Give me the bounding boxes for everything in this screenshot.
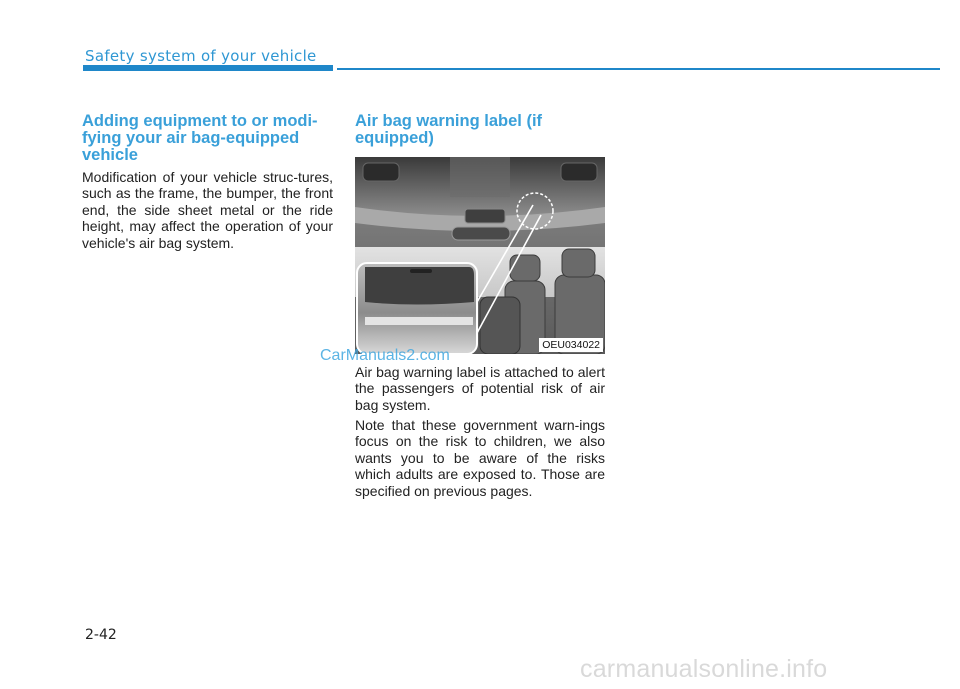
- paragraph-warning-label: Air bag warning label is attached to alert the passengers of potential risk of air bag system.: [355, 364, 605, 413]
- page-number: 2-42: [85, 627, 117, 643]
- header-rule-thin: [337, 68, 940, 70]
- header-rule-thick: [83, 65, 333, 71]
- footer-site-watermark: carmanualsonline.info: [580, 655, 828, 683]
- heading-adding-equipment: Adding equipment to or modi-fying your air bag-equipped vehicle: [82, 112, 318, 164]
- watermark-text: CarManuals2.com: [320, 347, 450, 364]
- figure-code: OEU034022: [539, 338, 603, 352]
- figure-vehicle-interior: [355, 157, 605, 354]
- paragraph-government-warnings: Note that these government warn-ings focus on the risk to children, we also wants you to be aware of the risks which adults are exposed to. Those are specified on previous pages.: [355, 417, 605, 499]
- heading-air-bag-warning-label: Air bag warning label (if equipped): [355, 112, 543, 147]
- paragraph-modification: Modification of your vehicle struc-tures, such as the frame, the bumper, the front end, the side sheet metal or the ride height, may affect the operation of your vehicle's air bag system.: [82, 169, 333, 251]
- section-title: Safety system of your vehicle: [85, 47, 317, 65]
- vehicle-interior-illustration: [355, 157, 605, 354]
